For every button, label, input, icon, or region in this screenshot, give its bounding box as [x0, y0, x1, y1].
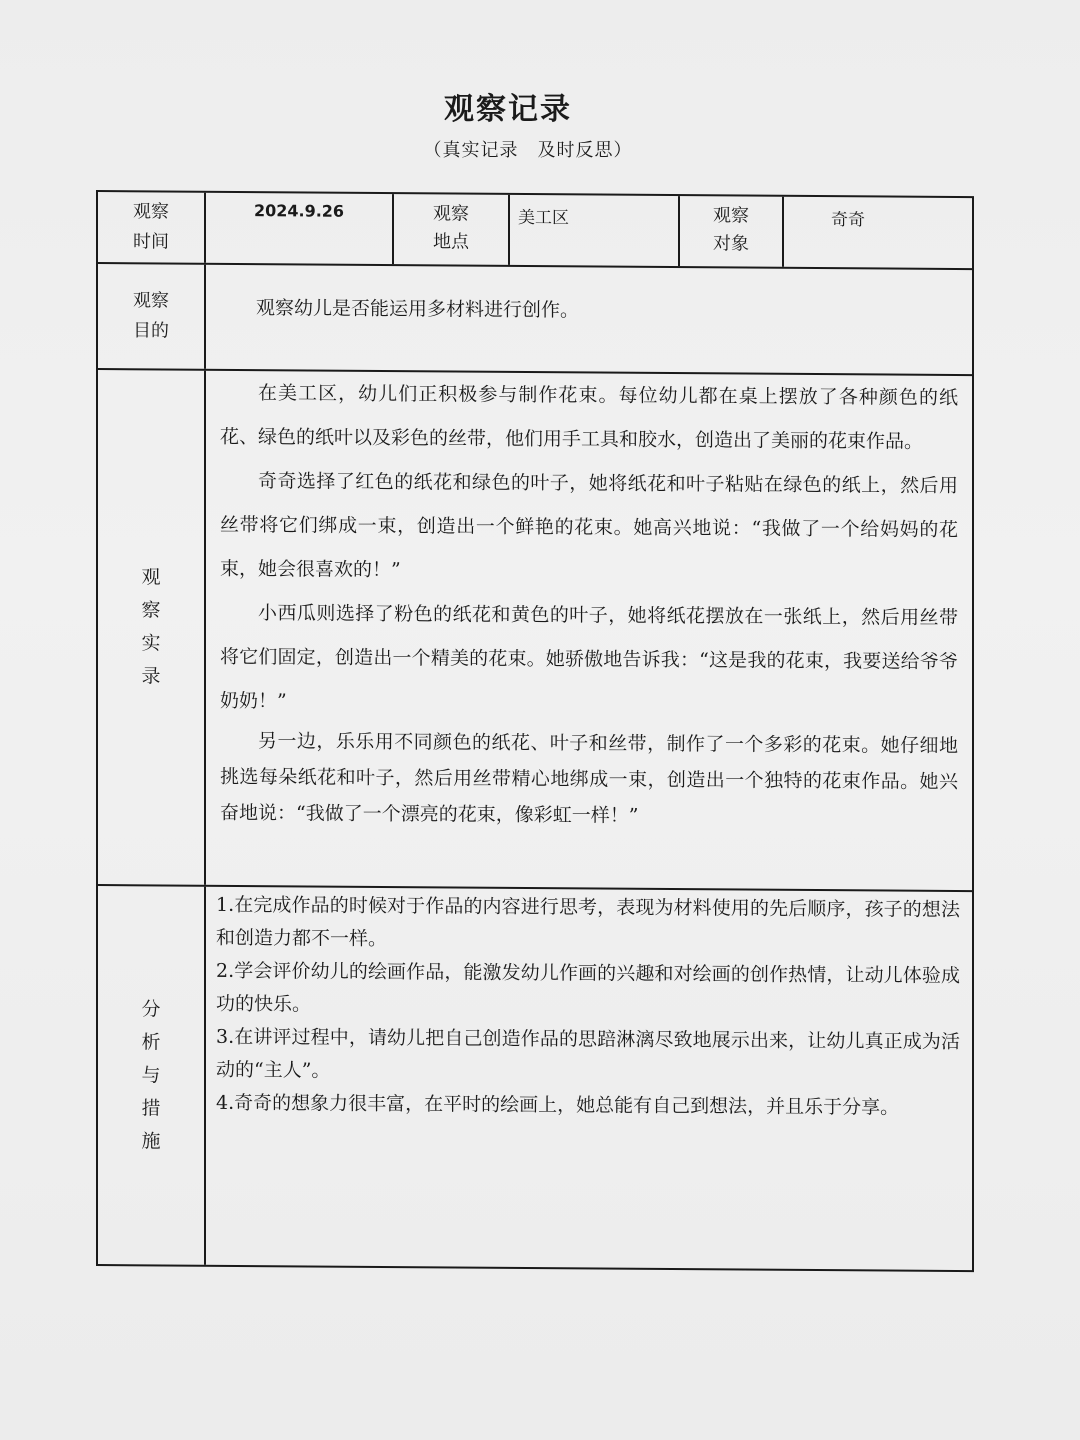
target-value-cell [784, 197, 972, 268]
target-label-line1: 观察 [713, 205, 749, 227]
time-label-line2: 时间 [133, 231, 169, 253]
document-subtitle: （真实记录 及时反思） [423, 140, 633, 161]
record-label-char: 实 [141, 632, 161, 655]
analysis-label-char: 与 [141, 1063, 161, 1086]
target-label-cell [680, 196, 784, 267]
analysis-row [98, 886, 972, 1270]
analysis-label-char: 措 [141, 1096, 161, 1119]
place-label-line1: 观察 [433, 203, 469, 225]
analysis-item: 2.学会评价幼儿的绘画作品，能激发幼儿作画的兴趣和对绘画的创作热情，让动儿体验成功的快乐。 [216, 959, 960, 1016]
time-value-cell [206, 193, 394, 264]
analysis-text [216, 889, 960, 1125]
analysis-label-cell [98, 886, 206, 1265]
record-label-char: 察 [141, 599, 161, 622]
analysis-item: 3.在讲评过程中，请幼儿把自己创造作品的思踣淋漓尽致地展示出来，让幼儿真正成为活动的“主人”。 [216, 1025, 960, 1082]
purpose-label-line2: 目的 [133, 320, 169, 342]
record-text [220, 371, 958, 836]
record-paragraph: 奇奇选择了红色的纸花和绿色的叶子，她将纸花和叶子粘贴在绿色的纸上，然后用丝带将它们绑成一束，创造出一个鲜艳的花束。她高兴地说：“我做了一个给妈妈的花束，她会很喜欢的！” [220, 470, 958, 582]
record-paragraph: 在美工区，幼儿们正积极参与制作花束。每位幼儿都在桌上摆放了各种颜色的纸花、绿色的纸叶以及彩色的丝带，他们用手工具和胶水，创造出了美丽的花束作品。 [220, 382, 958, 453]
analysis-item: 1.在完成作品的时候对于作品的内容进行思考，表现为材料使用的先后顺序，孩子的想法和创造力都不一样。 [216, 893, 960, 951]
purpose-label-line1: 观察 [133, 290, 169, 312]
analysis-label-char: 分 [141, 997, 161, 1020]
analysis-item: 4.奇奇的想象力很丰富，在平时的绘画上，她总能有自己到想法，并且乐于分享。 [216, 1091, 900, 1119]
header-row [98, 192, 972, 270]
place-value: 美工区 [518, 207, 569, 229]
record-label-char: 录 [141, 665, 161, 688]
purpose-text: 观察幼儿是否能运用多材料进行创作。 [256, 297, 580, 322]
observation-table [96, 190, 974, 1272]
target-value: 奇奇 [831, 210, 865, 231]
time-label-line1: 观察 [133, 201, 169, 223]
analysis-label-char: 析 [141, 1030, 161, 1053]
record-label-char: 观 [141, 566, 161, 589]
document-title: 观察记录 [444, 92, 572, 127]
time-value: 2024.9.26 [253, 201, 345, 221]
place-value-cell [510, 195, 680, 266]
analysis-label-char: 施 [141, 1129, 161, 1152]
place-label-cell [394, 194, 510, 265]
purpose-label-cell [98, 264, 206, 369]
time-label-cell [98, 192, 206, 263]
purpose-row [98, 264, 972, 376]
place-label-line2: 地点 [433, 231, 469, 253]
target-label-line2: 对象 [713, 233, 749, 255]
record-row [98, 370, 972, 892]
record-paragraph: 小西瓜则选择了粉色的纸花和黄色的叶子，她将纸花摆放在一张纸上，然后用丝带将它们固定，创造出一个精美的花束。她骄傲地告诉我：“这是我的花束，我要送给爷爷奶奶！” [220, 602, 958, 713]
record-label-cell [98, 370, 206, 885]
record-paragraph: 另一边，乐乐用不同颜色的纸花、叶子和丝带，制作了一个多彩的花束。她仔细地挑选每朵纸花和叶子，然后用丝带精心地绑成一束，创造出一个独特的花束作品。她兴奋地说：“我做了一个漂亮的花束，像彩虹一样！” [220, 730, 958, 827]
